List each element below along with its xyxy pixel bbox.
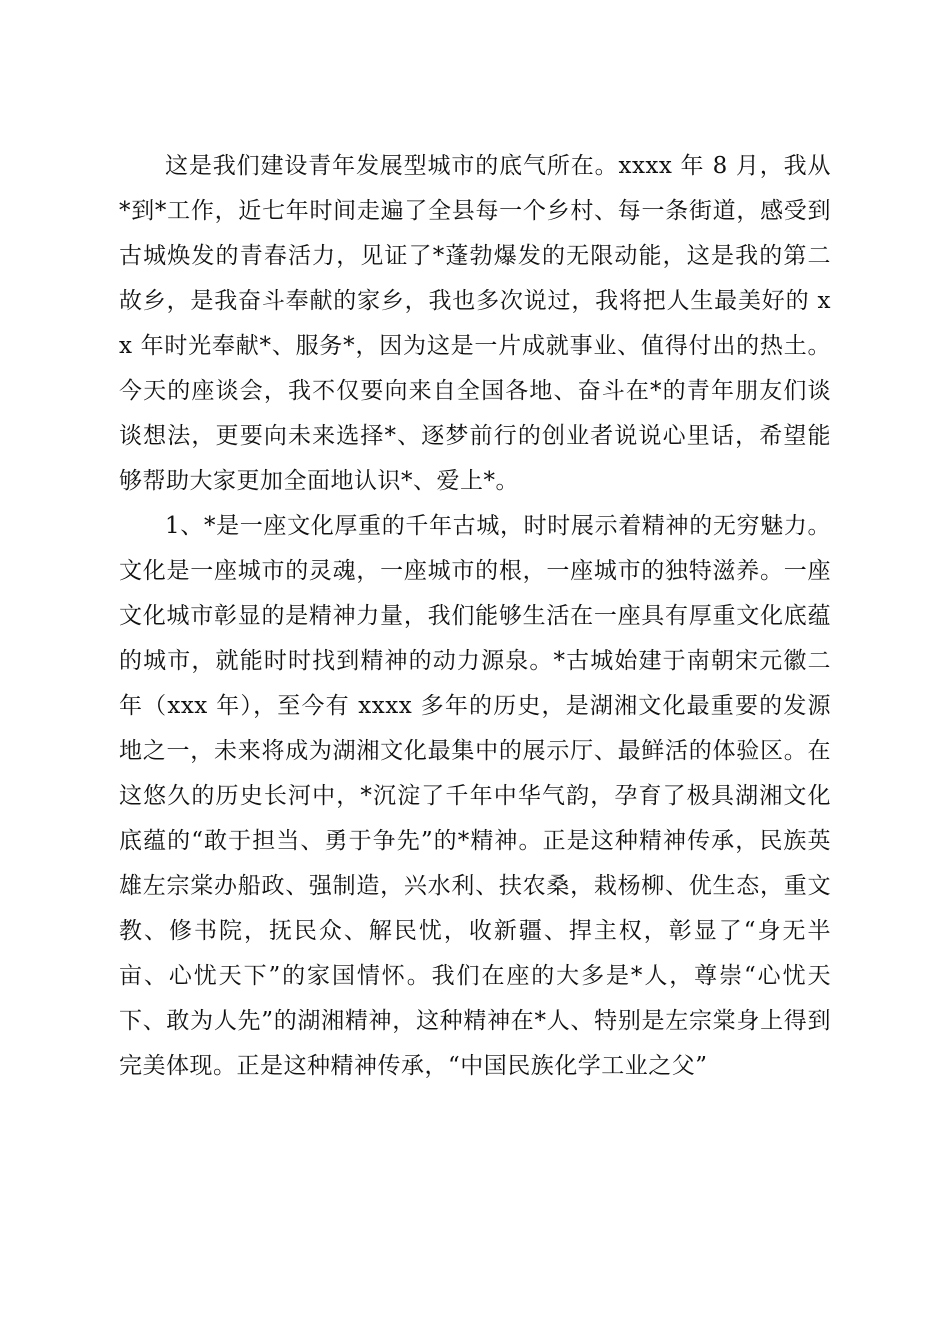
document-body xyxy=(119,144,831,1089)
paragraph-1: 这是我们建设青年发展型城市的底气所在。xxxx 年 8 月，我从*到*工作，近七年时间走遍了全县每一个乡村、每一条街道，感受到古城焕发的青春活力，见证了*蓬勃爆发的无限动能，这是我的第二故乡，是我奋斗奉献的家乡，我也多次说过，我将把人生最美好的 xx 年时光奉献*、服务*，因为这是一片成就事业、值得付出的热土。今天的座谈会，我不仅要向来自全国各地、奋斗在*的青年朋友们谈谈想法，更要向未来选择*、逐梦前行的创业者说说心里话，希望能够帮助大家更加全面地认识*、爱上*。 xyxy=(119,153,831,494)
paragraph-2: 1、*是一座文化厚重的千年古城，时时展示着精神的无穷魅力。文化是一座城市的灵魂，一座城市的根，一座城市的独特滋养。一座文化城市彰显的是精神力量，我们能够生活在一座具有厚重文化底蕴的城市，就能时时找到精神的动力源泉。*古城始建于南朝宋元徽二年（xxx 年），至今有 xxxx 多年的历史，是湖湘文化最重要的发源地之一，未来将成为湖湘文化最集中的展示厅、最鲜活的体验区。在这悠久的历史长河中，*沉淀了千年中华气韵，孕育了极具湖湘文化底蕴的“敢于担当、勇于争先”的*精神。正是这种精神传承，民族英雄左宗棠办船政、强制造，兴水利、扶农桑，栽杨柳、优生态，重文教、修书院，抚民众、解民忧，收新疆、捍主权，彰显了“身无半亩、心忧天下”的家国情怀。我们在座的大多是*人，尊崇“心忧天下、敢为人先”的湖湘精神，这种精神在*人、特别是左宗棠身上得到完美体现。正是这种精神传承，“中国民族化学工业之父” xyxy=(119,513,831,1079)
